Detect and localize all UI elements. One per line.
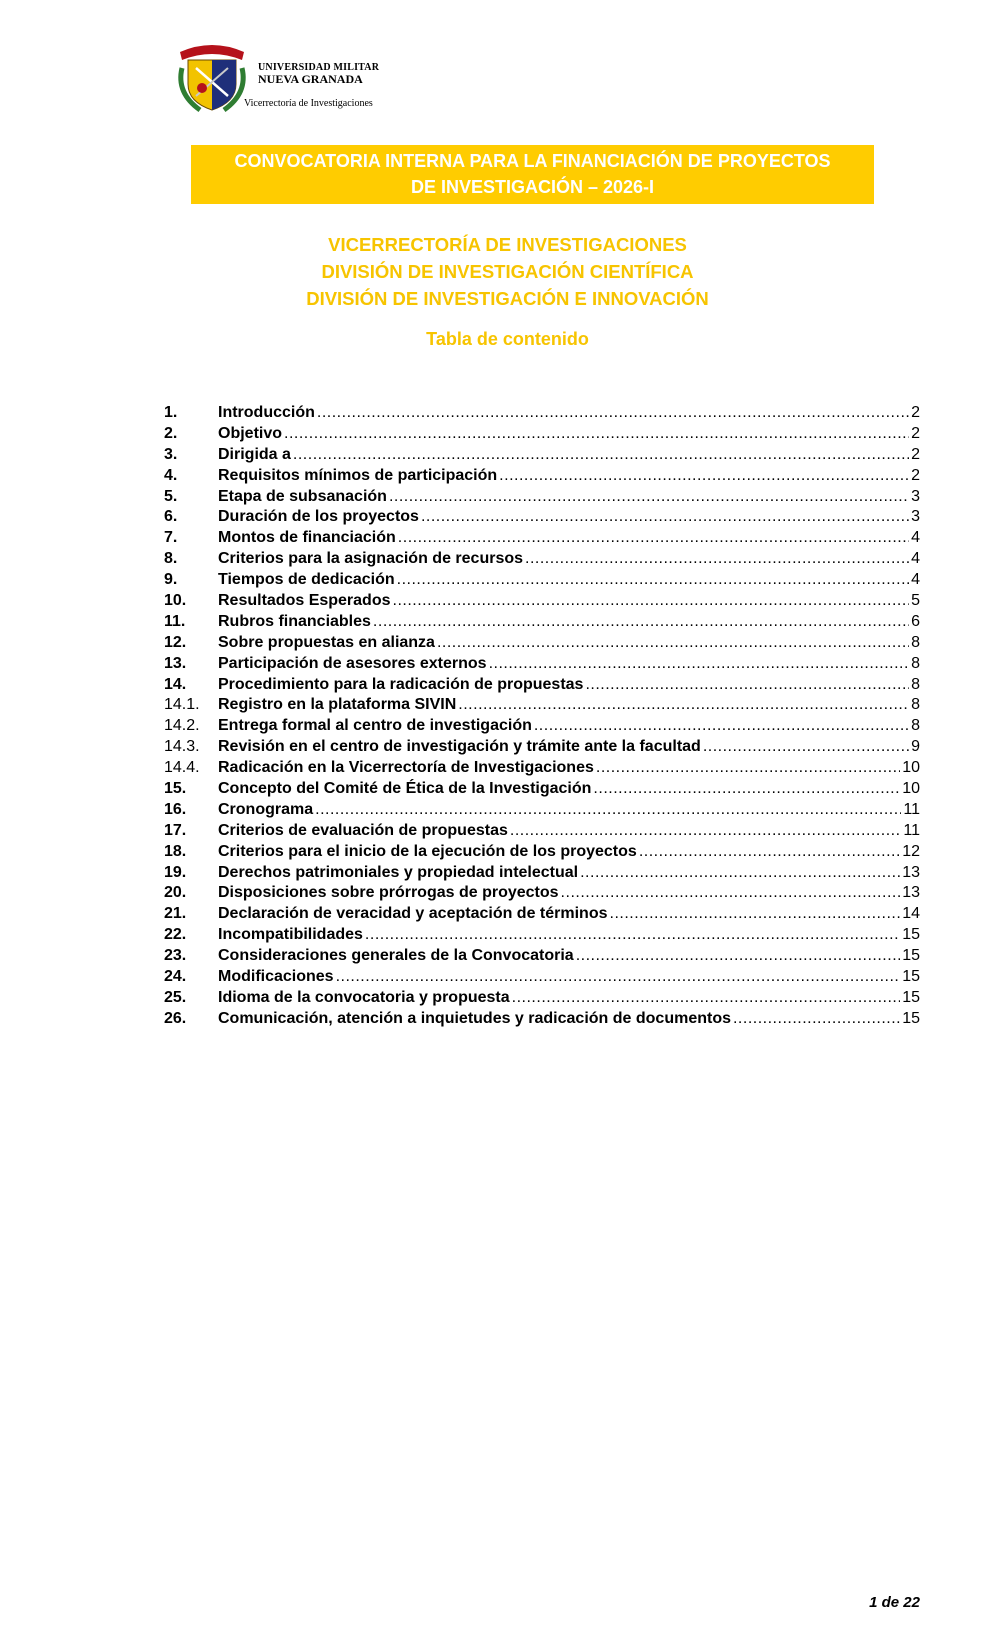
toc-entry[interactable] bbox=[164, 633, 920, 654]
toc-dot-leader bbox=[576, 946, 901, 967]
toc-entry-page: 8 bbox=[911, 654, 920, 672]
toc-dot-leader bbox=[733, 1009, 900, 1030]
toc-dot-leader bbox=[317, 403, 909, 424]
toc-entry[interactable] bbox=[164, 1009, 920, 1030]
toc-title: Tabla de contenido bbox=[426, 329, 589, 349]
toc-entry-label[interactable]: Introducción bbox=[218, 404, 315, 421]
toc-entry-page: 8 bbox=[911, 633, 920, 651]
toc-entry-page: 13 bbox=[902, 884, 920, 902]
toc-dot-leader bbox=[580, 863, 900, 884]
toc-dot-leader bbox=[610, 904, 901, 925]
toc-entry-label[interactable]: Dirigida a bbox=[218, 445, 291, 463]
toc-entry[interactable] bbox=[164, 737, 920, 758]
toc-entry-label[interactable]: Consideraciones generales de la Convocatoria bbox=[218, 947, 574, 965]
toc-dot-leader bbox=[512, 988, 901, 1009]
toc-dot-leader bbox=[703, 737, 909, 758]
toc-entry-number: 14.4. bbox=[164, 759, 200, 777]
toc-entry[interactable] bbox=[164, 863, 920, 884]
toc-dot-leader bbox=[421, 507, 909, 528]
toc-entry-number: 14.2. bbox=[164, 717, 200, 735]
toc-entry-page: 8 bbox=[911, 717, 920, 735]
toc-entry-number: 23. bbox=[164, 947, 187, 965]
toc-entry-number: 24. bbox=[164, 968, 187, 986]
toc-entry-number: 22. bbox=[164, 926, 187, 944]
toc-entry[interactable] bbox=[164, 528, 920, 549]
toc-entry-number: 7. bbox=[164, 529, 178, 547]
toc-entry-number: 2. bbox=[164, 424, 178, 442]
toc-dot-leader bbox=[499, 466, 909, 487]
toc-entry-page: 15 bbox=[902, 947, 920, 965]
toc-entry-page: 11 bbox=[903, 821, 920, 839]
toc-dot-leader bbox=[510, 821, 902, 842]
toc-dot-leader bbox=[437, 633, 909, 654]
toc-entry-page: 15 bbox=[902, 1009, 920, 1027]
toc-dot-leader bbox=[284, 424, 909, 445]
toc-entry[interactable] bbox=[164, 946, 920, 967]
toc-dot-leader bbox=[585, 675, 909, 696]
toc-entry-number: 17. bbox=[164, 821, 187, 839]
logo-university-name-line2: NUEVA GRANADA bbox=[258, 72, 363, 86]
heading-vicerrectoria: VICERRECTORÍA DE INVESTIGACIONES bbox=[328, 234, 687, 255]
toc-entry-label[interactable]: Declaración de veracidad y aceptación de términos bbox=[218, 905, 608, 923]
toc-entry[interactable] bbox=[164, 925, 920, 946]
toc-entry-label[interactable]: Resultados Esperados bbox=[218, 592, 391, 610]
toc-entry-page: 15 bbox=[902, 988, 920, 1006]
toc-entry[interactable] bbox=[164, 570, 920, 591]
toc-entry-label[interactable]: Comunicación, atención a inquietudes y radicación de documentos bbox=[218, 1009, 731, 1027]
toc-entry-number: 5. bbox=[164, 487, 178, 505]
toc-entry-page: 15 bbox=[902, 926, 920, 944]
toc-entry-label[interactable]: Etapa de subsanación bbox=[218, 487, 387, 505]
toc-entry-page: 10 bbox=[902, 759, 920, 777]
toc-entry-page: 4 bbox=[911, 571, 920, 589]
toc-entry-label[interactable]: Radicación en la Vicerrectoría de Investigaciones bbox=[218, 759, 594, 777]
toc-entry-page: 3 bbox=[911, 508, 920, 526]
toc-entry-label[interactable]: Revisión en el centro de investigación y trámite ante la facultad bbox=[218, 738, 701, 756]
toc-entry-number: 15. bbox=[164, 780, 187, 798]
toc-entry-label[interactable]: Sobre propuestas en alianza bbox=[218, 633, 435, 651]
toc-entry-label[interactable]: Criterios para la asignación de recursos bbox=[218, 550, 524, 568]
document-title-line1: CONVOCATORIA INTERNA PARA LA FINANCIACIÓN DE PROYECTOS bbox=[234, 151, 831, 171]
toc-entry-label[interactable]: Participación de asesores externos bbox=[218, 654, 487, 672]
toc-entry-page: 13 bbox=[902, 863, 920, 881]
toc-entry-page: 9 bbox=[911, 738, 920, 756]
toc-entry[interactable] bbox=[164, 466, 920, 487]
toc-dot-leader bbox=[639, 842, 900, 863]
toc-dot-leader bbox=[315, 800, 901, 821]
toc-entry-number: 16. bbox=[164, 800, 187, 818]
toc-entry[interactable] bbox=[164, 654, 920, 675]
toc-dot-leader bbox=[293, 445, 909, 466]
toc-entry[interactable] bbox=[164, 549, 920, 570]
toc-entry-label[interactable]: Registro en la plataforma SIVIN bbox=[218, 696, 457, 714]
toc-dot-leader bbox=[365, 925, 900, 946]
toc-entry-label[interactable]: Procedimiento para la radicación de propuestas bbox=[218, 675, 584, 693]
toc-entry-number: 26. bbox=[164, 1009, 187, 1027]
toc-entry-number: 1. bbox=[164, 404, 178, 421]
toc-entry-page: 2 bbox=[911, 424, 920, 442]
toc-entry-label[interactable]: Concepto del Comité de Ética de la Investigación bbox=[218, 780, 592, 798]
page-indicator: 1 de 22 bbox=[869, 1594, 920, 1611]
toc-dot-leader bbox=[593, 779, 900, 800]
document-title-banner bbox=[191, 145, 874, 204]
toc-entry[interactable] bbox=[164, 424, 920, 445]
logo-subtitle: Vicerrectoría de Investigaciones bbox=[244, 98, 373, 109]
toc-entry-page: 2 bbox=[911, 445, 920, 463]
toc-entry-page: 11 bbox=[903, 800, 920, 818]
toc-entry[interactable] bbox=[164, 403, 920, 424]
toc-dot-leader bbox=[393, 591, 910, 612]
toc-entry-number: 13. bbox=[164, 654, 187, 672]
toc-entry[interactable] bbox=[164, 904, 920, 925]
toc-entry[interactable] bbox=[164, 842, 920, 863]
toc-entry-label[interactable]: Modificaciones bbox=[218, 968, 334, 986]
toc-entry-number: 19. bbox=[164, 863, 187, 881]
toc-entry[interactable] bbox=[164, 988, 920, 1009]
toc-entry-page: 5 bbox=[911, 592, 920, 610]
toc-entry[interactable] bbox=[164, 445, 920, 466]
toc-entry-number: 11. bbox=[164, 612, 186, 630]
toc-entry-number: 25. bbox=[164, 988, 187, 1006]
toc-entry-number: 8. bbox=[164, 550, 178, 568]
toc-dot-leader bbox=[525, 549, 909, 570]
toc-entry[interactable] bbox=[164, 800, 920, 821]
toc-entry-label[interactable]: Derechos patrimoniales y propiedad intelectual bbox=[218, 863, 579, 881]
toc-entry-label[interactable]: Tiempos de dedicación bbox=[218, 571, 395, 589]
toc-entry[interactable] bbox=[164, 695, 920, 716]
toc-entry-label[interactable]: Rubros financiables bbox=[218, 612, 371, 630]
document-title-line2: DE INVESTIGACIÓN – 2026-I bbox=[410, 177, 655, 197]
university-crest-icon bbox=[172, 38, 252, 118]
toc-entry-label[interactable]: Entrega formal al centro de investigación bbox=[218, 717, 532, 735]
toc-dot-leader bbox=[389, 487, 909, 508]
toc-entry[interactable] bbox=[164, 779, 920, 800]
toc-entry-label[interactable]: Objetivo bbox=[218, 424, 283, 442]
toc-entry-number: 14.3. bbox=[164, 738, 200, 756]
toc-entry-number: 9. bbox=[164, 571, 178, 589]
toc-entry-number: 20. bbox=[164, 884, 187, 902]
toc-entry-label[interactable]: Disposiciones sobre prórrogas de proyectos bbox=[218, 884, 559, 902]
toc-entry-number: 10. bbox=[164, 592, 187, 610]
toc-entry[interactable] bbox=[164, 967, 920, 988]
toc-entry-page: 2 bbox=[911, 466, 920, 484]
heading-division-innovacion: DIVISIÓN DE INVESTIGACIÓN E INNOVACIÓN bbox=[306, 288, 709, 309]
toc-entry-label[interactable]: Incompatibilidades bbox=[218, 926, 363, 944]
toc-entry-label[interactable]: Montos de financiación bbox=[218, 529, 396, 547]
toc-dot-leader bbox=[561, 883, 901, 904]
toc-entry-page: 4 bbox=[911, 550, 920, 568]
toc-dot-leader bbox=[373, 612, 909, 633]
toc-entry-page: 4 bbox=[911, 529, 920, 547]
toc-entry-page: 10 bbox=[902, 780, 920, 798]
table-of-contents bbox=[164, 403, 920, 1030]
toc-entry[interactable] bbox=[164, 507, 920, 528]
toc-entry-label[interactable]: Requisitos mínimos de participación bbox=[218, 466, 498, 484]
toc-entry-number: 12. bbox=[164, 633, 187, 651]
toc-dot-leader bbox=[397, 570, 909, 591]
toc-entry[interactable] bbox=[164, 675, 920, 696]
toc-entry[interactable] bbox=[164, 821, 920, 842]
toc-entry-page: 12 bbox=[902, 842, 920, 860]
toc-entry-page: 14 bbox=[902, 905, 920, 923]
toc-dot-leader bbox=[458, 695, 909, 716]
toc-entry[interactable] bbox=[164, 612, 920, 633]
toc-entry-label[interactable]: Criterios para el inicio de la ejecución de los proyectos bbox=[218, 842, 637, 860]
toc-entry-number: 18. bbox=[164, 842, 187, 860]
toc-entry-number: 14. bbox=[164, 675, 187, 693]
toc-entry-page: 15 bbox=[902, 968, 920, 986]
toc-entry[interactable] bbox=[164, 758, 920, 779]
toc-dot-leader bbox=[336, 967, 901, 988]
toc-entry[interactable] bbox=[164, 883, 920, 904]
toc-entry[interactable] bbox=[164, 591, 920, 612]
toc-entry-page: 8 bbox=[911, 675, 920, 693]
toc-entry-page: 3 bbox=[911, 487, 920, 505]
toc-entry-number: 21. bbox=[164, 905, 187, 923]
toc-entry-page: 6 bbox=[911, 612, 920, 630]
toc-entry-label[interactable]: Duración de los proyectos bbox=[218, 508, 419, 526]
toc-entry-label[interactable]: Idioma de la convocatoria y propuesta bbox=[218, 988, 510, 1006]
toc-entry-page: 8 bbox=[911, 696, 920, 714]
division-headings bbox=[0, 231, 1000, 312]
toc-entry-number: 3. bbox=[164, 445, 178, 463]
heading-division-cientifica: DIVISIÓN DE INVESTIGACIÓN CIENTÍFICA bbox=[321, 261, 694, 282]
toc-entry-label[interactable]: Criterios de evaluación de propuestas bbox=[218, 821, 508, 839]
toc-dot-leader bbox=[398, 528, 909, 549]
university-logo bbox=[172, 38, 382, 118]
toc-entry-number: 4. bbox=[164, 466, 178, 484]
toc-entry[interactable] bbox=[164, 716, 920, 737]
toc-dot-leader bbox=[534, 716, 909, 737]
toc-entry[interactable] bbox=[164, 487, 920, 508]
toc-entry-label[interactable]: Cronograma bbox=[218, 800, 314, 818]
logo-university-name-line1: UNIVERSIDAD MILITAR bbox=[258, 62, 380, 73]
toc-dot-leader bbox=[596, 758, 900, 779]
toc-entry-number: 6. bbox=[164, 508, 178, 526]
toc-entry-number: 14.1. bbox=[164, 696, 200, 714]
toc-dot-leader bbox=[489, 654, 910, 675]
toc-entry-page: 2 bbox=[911, 404, 920, 421]
